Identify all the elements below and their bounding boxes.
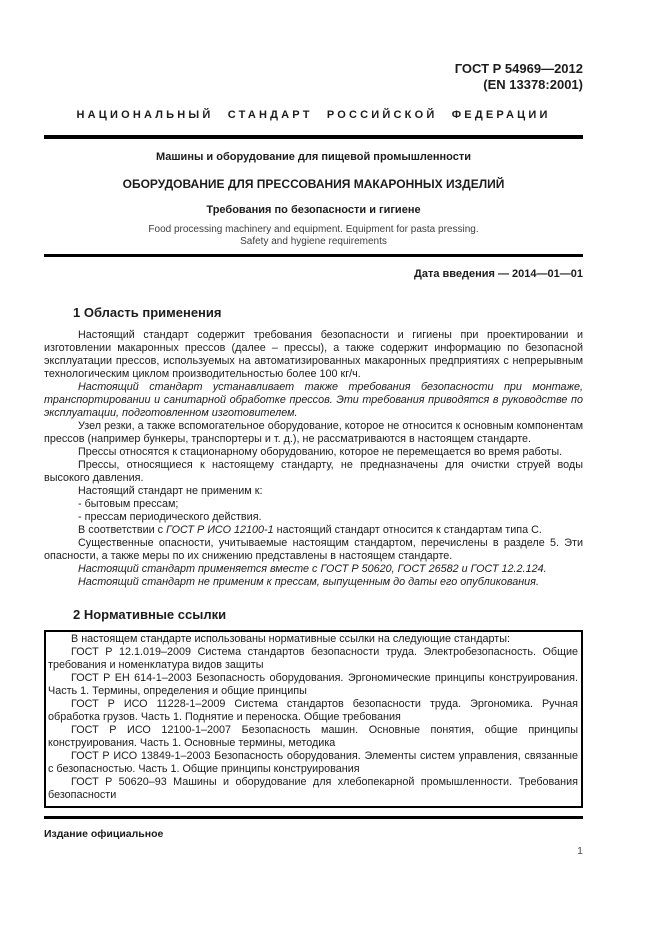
- paragraph: ГОСТ Р 12.1.019–2009 Система стандартов безопасности труда. Электробезопасность. Общие требования и номенклатура видов защиты: [48, 646, 578, 671]
- paragraph: Настоящий стандарт не применим к:: [78, 485, 263, 497]
- paragraph: Настоящий стандарт устанавливает также требования безопасности при монтаже, транспортировании и санитарной обработке прессов. Эти требования приводятся в руководстве по эксплуатации, подготовленном изготовителем.: [44, 381, 583, 419]
- paragraph: Существенные опасности, учитываемые настоящим стандартом, перечислены в разделе 5. Эти опасности, а также меры по их снижению представлены в настоящем стандарте.: [44, 537, 583, 562]
- doc-subtitle: Требования по безопасности и гигиене: [206, 204, 421, 216]
- paragraph: - прессам периодического действия.: [78, 511, 262, 523]
- scope-paragraphs: [44, 329, 583, 589]
- paragraph: В соответствии с ГОСТ Р ИСО 12100-1 настоящий стандарт относится к стандартам типа С.: [78, 524, 542, 536]
- paragraph: ГОСТ Р ЕН 614-1–2003 Безопасность оборудования. Эргономические принципы конструирования. Часть 1. Термины, определения и общие принципы: [48, 672, 578, 697]
- paragraph: Настоящий стандарт содержит требования безопасности и гигиены при проектировании и изготовлении макаронных прессов (далее – прессы), а также содержит информацию по безопасной эксплуатации прессов, используемых на автоматизированных макаронных предприятиях с непрерывным технологическим циклом производительностью более 100 кг/ч.: [44, 329, 583, 380]
- section-1-heading: 1 Область применения: [73, 305, 222, 320]
- doc-title-en-line1: Food processing machinery and equipment. Equipment for pasta pressing.: [148, 224, 479, 235]
- edition-note: Издание официальное: [44, 828, 164, 840]
- doc-title-en: [44, 224, 583, 248]
- effective-date: Дата введения — 2014—01—01: [414, 268, 583, 280]
- paragraph: ГОСТ Р ИСО 12100-1–2007 Безопасность машин. Основные понятия, общие принципы конструирования. Часть 1. Основные термины, методика: [48, 724, 578, 749]
- section-2-heading: 2 Нормативные ссылки: [73, 607, 227, 622]
- horizontal-rule-footer: [44, 816, 583, 819]
- doc-code-line2: (EN 13378:2001): [483, 76, 583, 92]
- paragraph: В настоящем стандарте использованы нормативные ссылки на следующие стандарты:: [71, 633, 510, 645]
- horizontal-rule-top: [44, 135, 583, 139]
- page-number: 1: [577, 845, 583, 857]
- paragraph: Прессы, относящиеся к настоящему стандарту, не предназначены для очистки струей воды высокого давления.: [44, 459, 583, 484]
- normative-references-box: [44, 630, 583, 808]
- doc-code: [44, 61, 583, 92]
- doc-title: ОБОРУДОВАНИЕ ДЛЯ ПРЕССОВАНИЯ МАКАРОННЫХ ИЗДЕЛИЙ: [122, 177, 505, 191]
- paragraph: Узел резки, а также вспомогательное оборудование, которое не относится к основным компонентам прессов (например бункеры, транспортеры и т. д.), не рассматриваются в настоящем стандарте.: [44, 420, 583, 445]
- standard-type-heading: НАЦИОНАЛЬНЫЙ СТАНДАРТ РОССИЙСКОЙ ФЕДЕРАЦИИ: [76, 109, 551, 121]
- paragraph: Настоящий стандарт не применим к прессам, выпущенным до даты его опубликования.: [78, 576, 539, 588]
- doc-group-title: Машины и оборудование для пищевой промышленности: [155, 151, 472, 163]
- doc-title-en-line2: Safety and hygiene requirements: [240, 236, 387, 247]
- paragraph: ГОСТ Р ИСО 13849-1–2003 Безопасность оборудования. Элементы систем управления, связанные с безопасностью. Часть 1. Общие принципы конструирования: [48, 750, 578, 775]
- paragraph: Настоящий стандарт применяется вместе с ГОСТ Р 50620, ГОСТ 26582 и ГОСТ 12.2.124.: [78, 563, 547, 575]
- doc-code-line1: ГОСТ Р 54969—2012: [454, 61, 583, 76]
- paragraph: ГОСТ Р ИСО 11228-1–2009 Система стандартов безопасности труда. Эргономика. Ручная обработка грузов. Часть 1. Поднятие и переноска. Общие требования: [48, 698, 578, 723]
- paragraph: ГОСТ Р 50620–93 Машины и оборудование для хлебопекарной промышленности. Требования безопасности: [48, 776, 578, 801]
- paragraph: Прессы относятся к стационарному оборудованию, которое не перемещается во время работы.: [78, 446, 563, 458]
- horizontal-rule-mid: [44, 254, 583, 257]
- paragraph: - бытовым прессам;: [78, 498, 179, 510]
